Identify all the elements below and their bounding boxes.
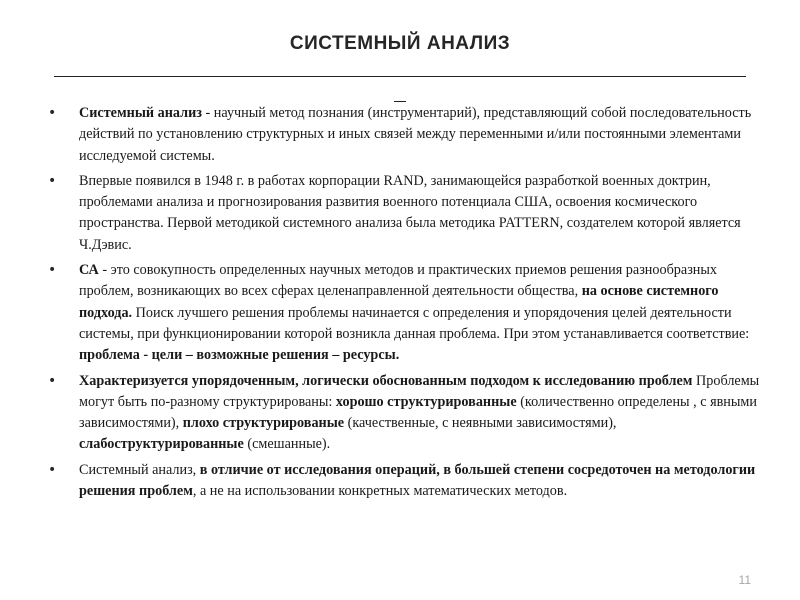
slide-title: СИСТЕМНЫЙ АНАЛИЗ (289, 33, 511, 54)
bullet-text: (качественные, с неявными зависимостями), (344, 415, 617, 432)
bullet-text-bold: Характеризуется упорядоченным, логически обоснованным подходом к исследованию проблем (79, 372, 693, 389)
bullet-text-bold: слабоструктурированные (79, 436, 244, 453)
bullet-text: Впервые появился в 1948 г. в работах корпорации RAND, занимающейся разработкой военных доктрин, проблемами анализа и прогнозирования развития военного потенциала США, освоения космического пространства. Первой методикой системного анализа была методика PATTERN, создателем которой является Ч.Дэвис. (79, 172, 741, 253)
bullet-text: - это совокупность определенных научных методов и практических приемов решения разнообразных проблем, возникающих во всех сферах целенаправленной деятельности общества, (79, 262, 718, 300)
bullet-text-bold: Системный анализ (79, 105, 202, 121)
bullet-dot-icon: • (48, 262, 57, 279)
bullet-text: Поиск лучшего решения проблемы начинается с определения и упорядочения целей деятельности системы, при функционировании которой возникла данная проблема. При этом устанавливается соответствие: (79, 304, 750, 342)
bullet-text-bold: в отличие от исследования операций, в большей степени сосредоточен на методологии решения проблем (79, 461, 756, 500)
bullet-item (0, 460, 800, 503)
bullet-text: (количественно определены , с явными зависимостями), (79, 393, 757, 432)
bullet-text-bold: СА (79, 262, 99, 279)
bullet-dot-icon: • (48, 105, 57, 121)
page-number: 11 (738, 573, 751, 587)
bullet-text: (смешанные). (243, 436, 331, 453)
bullet-item (0, 171, 800, 256)
bullet-dot-icon: • (48, 461, 57, 478)
bullet-item (0, 103, 800, 167)
bullet-dot-icon: • (48, 372, 57, 389)
bullet-text: Системный анализ, (79, 461, 200, 478)
bullet-text: Проблемы могут быть по-разному структурированы: (79, 372, 760, 410)
bullet-text-bold: на основе системного подхода. (79, 283, 719, 321)
title-underline-tick (394, 101, 406, 102)
bullet-dot-icon: • (48, 172, 57, 189)
bullet-item (0, 371, 800, 456)
bullet-text: , а не на использовании конкретных математических методов. (192, 483, 568, 500)
bullet-item (0, 260, 800, 366)
bullet-text-bold: проблема - цели – возможные решения – ресурсы. (79, 347, 400, 364)
bullet-list (0, 103, 800, 506)
bullet-text-bold: плохо структурированые (182, 415, 345, 432)
bullet-text-bold: хорошо структурированные (335, 393, 517, 410)
bullet-text: - научный метод познания (инструментарий), представляющий собой последовательность действий по установлению структурных и иных связей между переменными и/или постоянными элементами исследуемой системы. (79, 105, 752, 164)
title-underline (54, 76, 746, 77)
